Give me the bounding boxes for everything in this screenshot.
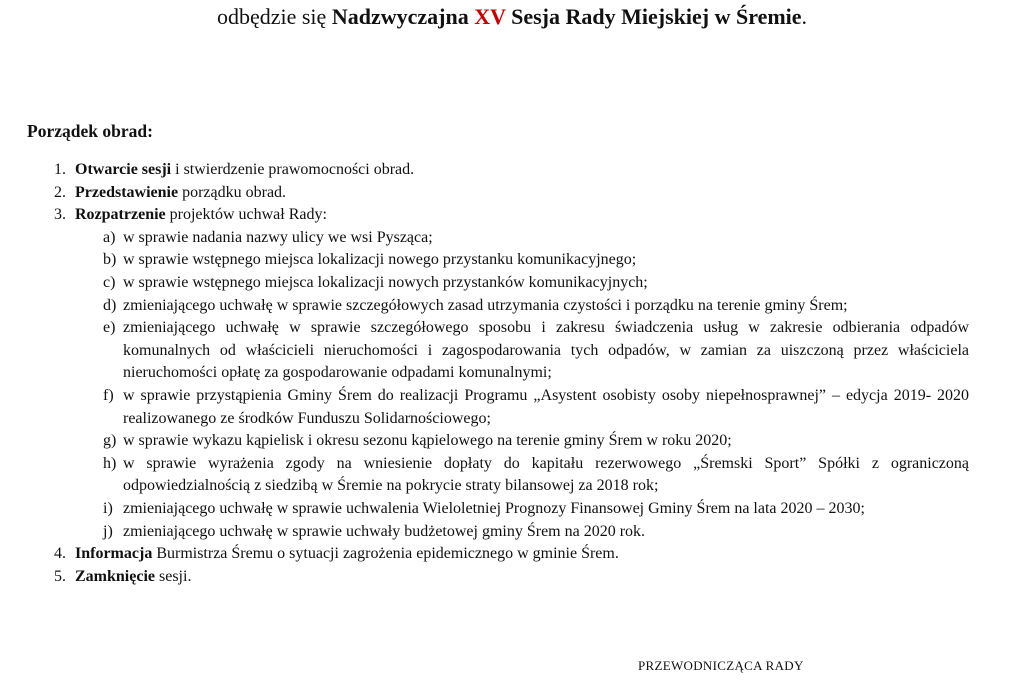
- resolution-item: [0, 498, 969, 521]
- headline-prefix: odbędzie się: [216, 4, 332, 29]
- resolution-text: zmieniającego uchwałę w sprawie uchwalenia Wieloletniej Prognozy Finansowej Gminy Śrem na lata 2020 – 2030;: [123, 499, 865, 517]
- headline-suffix: .: [801, 4, 808, 29]
- agenda-item: [0, 182, 1024, 205]
- session-headline: [0, 2, 1024, 32]
- resolution-item: [0, 453, 969, 498]
- resolution-text: w sprawie wstępnego miejsca lokalizacji nowych przystanków komunikacyjnych;: [123, 273, 648, 291]
- agenda-item-number: 5.: [54, 567, 66, 585]
- resolution-text: zmieniającego uchwałę w sprawie szczegółowego sposobu i zakresu świadczenia usług w zakresie odbierania odpadów komunalnych od właścicieli nieruchomości i zagospodarowania tych odpadów, w zamian za uiszczoną przez właściciela nieruchomości opłatę za gospodarowanie odpadami komunalnymi;: [123, 319, 969, 382]
- resolution-letter: g): [103, 432, 117, 450]
- resolution-item: [0, 272, 969, 295]
- session-number: XV: [474, 4, 506, 29]
- agenda-item: [0, 543, 1024, 566]
- headline-bold-1: Nadzwyczajna: [331, 4, 475, 29]
- resolution-item: [0, 295, 969, 318]
- agenda-title: Porządek obrad:: [27, 121, 153, 141]
- resolution-letter: b): [103, 251, 117, 269]
- resolution-text: w sprawie wyrażenia zgody na wniesienie dopłaty do kapitału rezerwowego „Śremski Sport” Spółki z ograniczoną odpowiedzialnością z siedzibą w Śremie na pokrycie straty bilansowej za 2018 rok;: [123, 454, 969, 495]
- resolution-item: [0, 521, 969, 544]
- agenda-item-number: 3.: [54, 206, 66, 224]
- resolution-text: w sprawie wykazu kąpielisk i okresu sezonu kąpielowego na terenie gminy Śrem w roku 2020;: [123, 432, 732, 450]
- resolution-text: zmieniającego uchwałę w sprawie uchwały budżetowej gminy Śrem na 2020 rok.: [123, 522, 646, 540]
- resolution-item: [0, 430, 969, 453]
- agenda-list: [0, 159, 1024, 588]
- agenda-item-text: porządku obrad.: [178, 183, 287, 201]
- resolution-letter: f): [103, 386, 114, 404]
- agenda-item-keyword: Rozpatrzenie: [75, 206, 166, 224]
- resolution-text: w sprawie nadania nazwy ulicy we wsi Pysząca;: [123, 228, 433, 246]
- resolution-item: [0, 385, 969, 430]
- agenda-item: [0, 566, 1024, 589]
- resolution-item: [0, 227, 969, 250]
- signature-title: PRZEWODNICZĄCA RADY: [638, 658, 804, 673]
- agenda-item: [0, 159, 1024, 182]
- resolution-item: [0, 249, 969, 272]
- agenda-item-keyword: Przedstawienie: [75, 183, 179, 201]
- agenda-item-keyword: Informacja: [75, 545, 153, 563]
- agenda-item: [0, 204, 1024, 227]
- agenda-item-number: 2.: [54, 183, 66, 201]
- agenda-item-number: 4.: [54, 545, 66, 563]
- agenda-item-text: i stwierdzenie prawomocności obrad.: [171, 161, 415, 178]
- headline-bold-2: Sesja Rady Miejskiej w Śremie: [505, 4, 802, 29]
- resolution-text: zmieniającego uchwałę w sprawie szczegółowych zasad utrzymania czystości i porządku na terenie gminy Śrem;: [123, 296, 848, 314]
- resolution-letter: i): [103, 499, 113, 517]
- agenda-item-text: Burmistrza Śremu o sytuacji zagrożenia epidemicznego w gminie Śrem.: [152, 545, 619, 563]
- resolution-letter: c): [103, 273, 116, 291]
- resolution-text: w sprawie przystąpienia Gminy Śrem do realizacji Programu „Asystent osobisty osoby niepełnosprawnej” – edycja 2019- 2020 realizowanego ze środków Funduszu Solidarnościowego;: [123, 386, 969, 427]
- resolution-item: [0, 317, 969, 385]
- resolution-letter: h): [103, 454, 117, 472]
- resolution-letter: a): [103, 228, 116, 246]
- resolution-letter: j): [103, 522, 113, 540]
- agenda-item-text: sesji.: [155, 567, 192, 585]
- resolution-letter: d): [103, 296, 117, 314]
- resolution-text: w sprawie wstępnego miejsca lokalizacji nowego przystanku komunikacyjnego;: [123, 251, 637, 269]
- agenda-item-text: projektów uchwał Rady:: [165, 206, 327, 224]
- agenda-item-number: 1.: [54, 161, 66, 178]
- agenda-item-keyword: Otwarcie sesji: [75, 161, 172, 178]
- resolution-letter: e): [103, 319, 116, 337]
- agenda-item-keyword: Zamknięcie: [75, 567, 155, 585]
